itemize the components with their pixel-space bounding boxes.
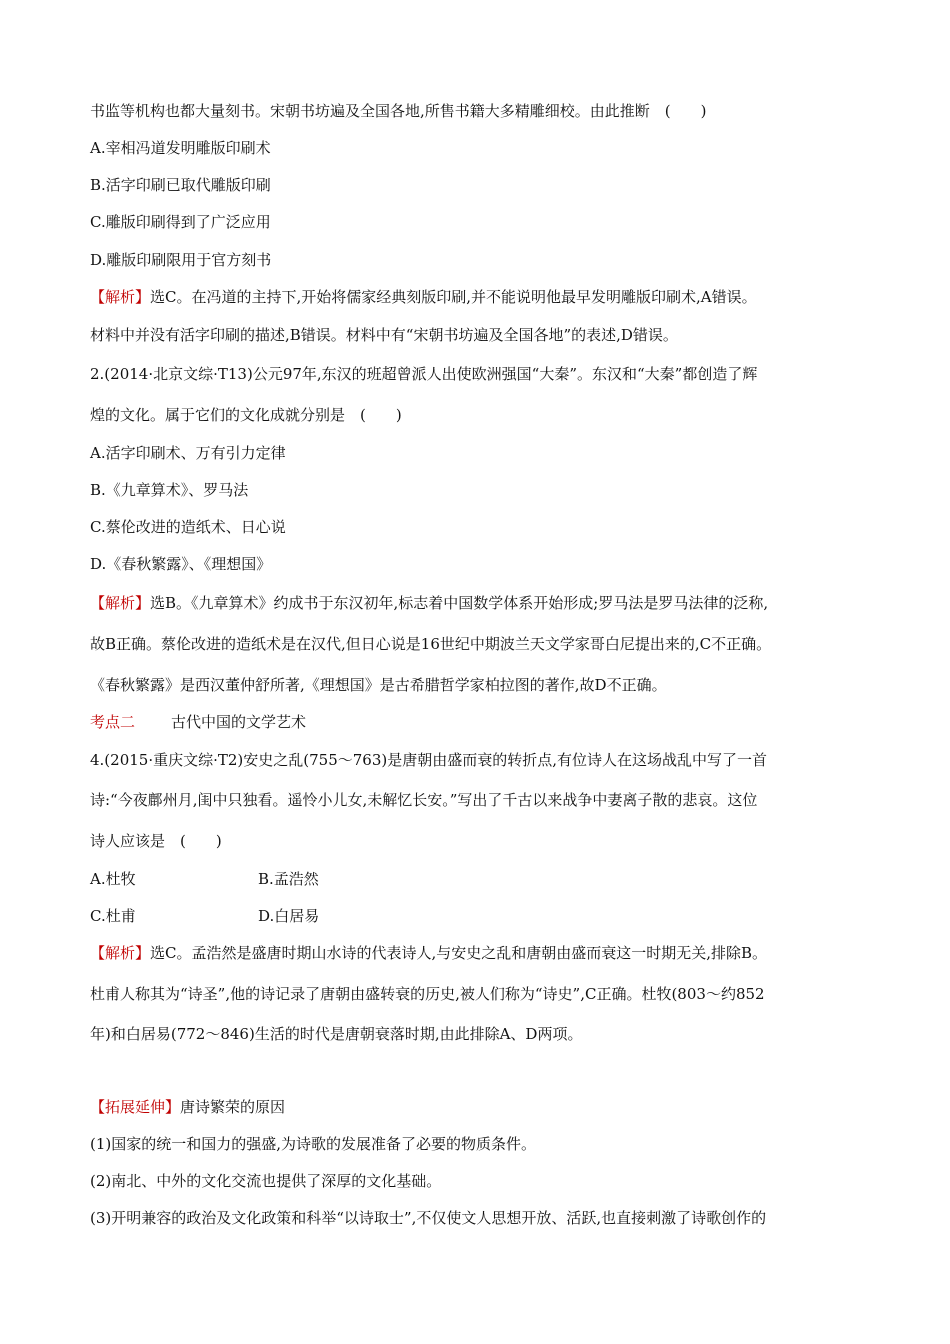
section-heading — [90, 712, 306, 732]
q4-options-row-1 — [90, 869, 490, 889]
analysis-tag: 【解析】 — [90, 288, 151, 306]
q4-options-row-2 — [90, 906, 490, 926]
q1-option-b: B.活字印刷已取代雕版印刷 — [90, 176, 271, 194]
analysis-tag: 【解析】 — [90, 944, 151, 962]
q1-analysis-line-2: 材料中并没有活字印刷的描述,B错误。材料中有“宋朝书坊遍及全国各地”的表述,D错误。 — [90, 326, 678, 344]
q4-stem-line-2: 诗:“今夜鄜州月,闺中只独看。遥怜小儿女,未解忆长安。”写出了千古以来战争中妻离子散的悲哀。这位 — [90, 791, 758, 809]
section-label: 考点二 — [90, 713, 136, 731]
q2-analysis-line-1: 【解析】选B。《九章算术》约成书于东汉初年,标志着中国数学体系开始形成;罗马法是罗马法律的泛称, — [90, 594, 769, 612]
q2-analysis-line-2: 故B正确。蔡伦改进的造纸术是在汉代,但日心说是16世纪中期波兰天文学家哥白尼提出来的,C不正确。 — [90, 635, 772, 653]
extension-item-1: (1)国家的统一和国力的强盛,为诗歌的发展准备了必要的物质条件。 — [90, 1135, 537, 1153]
analysis-tag: 【解析】 — [90, 594, 151, 612]
q4-analysis-line-2: 杜甫人称其为“诗圣”,他的诗记录了唐朝由盛转衰的历史,被人们称为“诗史”,C正确。杜牧(803～约852 — [90, 985, 765, 1003]
q2-option-c: C.蔡伦改进的造纸术、日心说 — [90, 518, 286, 536]
q4-option-a: A.杜牧 — [90, 870, 136, 888]
q4-option-c: C.杜甫 — [90, 907, 136, 925]
q4-option-d: D.白居易 — [258, 907, 320, 925]
q1-option-d: D.雕版印刷限用于官方刻书 — [90, 251, 272, 269]
q1-option-c: C.雕版印刷得到了广泛应用 — [90, 213, 271, 231]
q2-analysis-line-3: 《春秋繁露》是西汉董仲舒所著,《理想国》是古希腊哲学家柏拉图的著作,故D不正确。 — [90, 676, 667, 694]
section-title: 古代中国的文学艺术 — [171, 713, 307, 731]
q2-stem-line-1: 2.(2014·北京文综·T13)公元97年,东汉的班超曾派人出使欧洲强国“大秦”。东汉和“大秦”都创造了辉 — [90, 365, 758, 383]
q4-stem-line-1: 4.(2015·重庆文综·T2)安史之乱(755～763)是唐朝由盛而衰的转折点,有位诗人在这场战乱中写了一首 — [90, 751, 768, 769]
q1-stem: 书监等机构也都大量刻书。宋朝书坊遍及全国各地,所售书籍大多精雕细校。由此推断 ( ) — [90, 102, 707, 120]
extension-item-2: (2)南北、中外的文化交流也提供了深厚的文化基础。 — [90, 1172, 442, 1190]
q2-stem-line-2: 煌的文化。属于它们的文化成就分别是 ( ) — [90, 406, 402, 424]
q2-option-a: A.活字印刷术、万有引力定律 — [90, 444, 286, 462]
q2-option-d: D.《春秋繁露》、《理想国》 — [90, 555, 272, 573]
extension-tag: 【拓展延伸】 — [90, 1098, 181, 1116]
q2-option-b: B.《九章算术》、罗马法 — [90, 481, 249, 499]
q4-stem-line-3: 诗人应该是 ( ) — [90, 832, 222, 850]
q4-analysis-line-1: 【解析】选C。孟浩然是盛唐时期山水诗的代表诗人,与安史之乱和唐朝由盛而衰这一时期无关,排除B。 — [90, 944, 768, 962]
q4-option-b: B.孟浩然 — [258, 870, 319, 888]
q1-option-a: A.宰相冯道发明雕版印刷术 — [90, 139, 271, 157]
q1-analysis-line-1: 【解析】选C。在冯道的主持下,开始将儒家经典刻版印刷,并不能说明他最早发明雕版印刷术,A错误。 — [90, 288, 757, 306]
extension-title: 唐诗繁荣的原因 — [180, 1098, 286, 1116]
extension-item-3: (3)开明兼容的政治及文化政策和科举“以诗取士”,不仅使文人思想开放、活跃,也直接刺激了诗歌创作的 — [90, 1209, 767, 1227]
q4-analysis-line-3: 年)和白居易(772～846)生活的时代是唐朝衰落时期,由此排除A、D两项。 — [90, 1025, 583, 1043]
extension-heading — [90, 1097, 285, 1117]
